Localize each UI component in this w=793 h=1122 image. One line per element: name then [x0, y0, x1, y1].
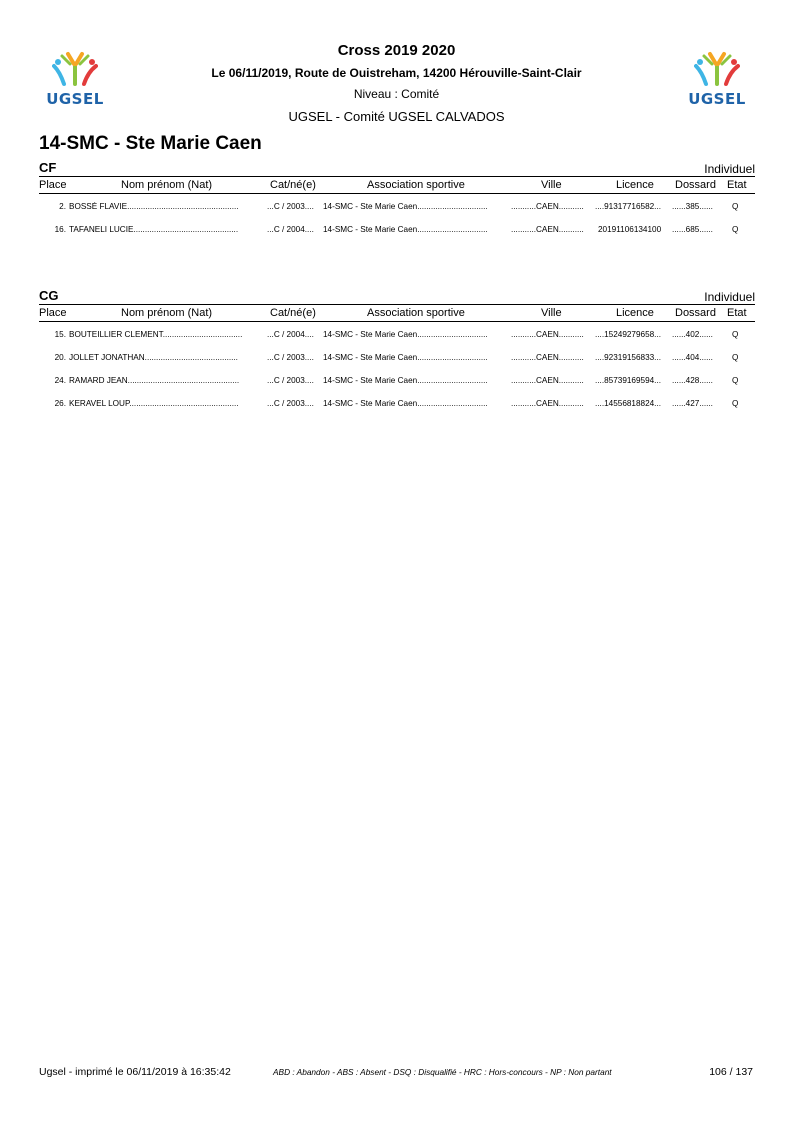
- cell-licence: ....15249279658...: [595, 330, 662, 339]
- cell-licence: ....85739169594...: [595, 376, 662, 385]
- col-asso: Association sportive: [367, 179, 465, 191]
- column-headers: [39, 177, 755, 193]
- col-asso: Association sportive: [367, 307, 465, 319]
- cell-place: 16.: [54, 225, 66, 234]
- cell-ville: ...........CAEN...........: [511, 399, 584, 408]
- cell-ville: ...........CAEN...........: [511, 353, 584, 362]
- section-category: CG: [39, 288, 59, 303]
- cell-place: 24.: [54, 376, 66, 385]
- page-number: 106 / 137: [709, 1066, 753, 1078]
- cell-dossard: ......402......: [672, 330, 713, 339]
- cell-dossard: ......404......: [672, 353, 713, 362]
- col-ville: Ville: [541, 179, 562, 191]
- cell-asso: 14-SMC - Ste Marie Caen...............................: [323, 202, 488, 211]
- status-legend: ABD : Abandon - ABS : Absent - DSQ : Disqualifié - HRC : Hors-concours - NP : Non partant: [273, 1067, 612, 1077]
- table-row: [39, 345, 755, 368]
- cell-nom: KERAVEL LOUP................................................: [69, 399, 239, 408]
- col-ville: Ville: [541, 307, 562, 319]
- cell-etat: Q: [732, 225, 739, 234]
- event-subtitle: Le 06/11/2019, Route de Ouistreham, 14200 Hérouville-Saint-Clair: [211, 66, 582, 80]
- logo-text: UGSEL: [46, 90, 104, 108]
- cell-ville: ...........CAEN...........: [511, 225, 584, 234]
- page-footer: [39, 1066, 755, 1080]
- cell-nom: RAMARD JEAN.................................................: [69, 376, 240, 385]
- col-cat: Cat/né(e): [270, 179, 316, 191]
- cell-asso: 14-SMC - Ste Marie Caen...............................: [323, 399, 488, 408]
- col-licence: Licence: [616, 307, 654, 319]
- col-dossard: Dossard: [675, 307, 716, 319]
- cell-asso: 14-SMC - Ste Marie Caen...............................: [323, 353, 488, 362]
- col-place: Place: [39, 179, 67, 191]
- col-cat: Cat/né(e): [270, 307, 316, 319]
- cell-nom: BOSSÉ FLAVIE.................................................: [69, 202, 239, 211]
- cell-place: 15.: [54, 330, 66, 339]
- cell-asso: 14-SMC - Ste Marie Caen...............................: [323, 376, 488, 385]
- cell-licence: ....92319156833...: [595, 353, 662, 362]
- table-row: [39, 217, 755, 240]
- cell-dossard: ......428......: [672, 376, 713, 385]
- section-category: CF: [39, 160, 57, 175]
- col-nom: Nom prénom (Nat): [121, 179, 213, 191]
- cell-place: 26.: [54, 399, 66, 408]
- event-title: Cross 2019 2020: [337, 42, 456, 59]
- page-header: [0, 42, 793, 124]
- cell-etat: Q: [732, 330, 739, 339]
- cell-ville: ...........CAEN...........: [511, 202, 584, 211]
- cell-cat: ...C / 2004....: [267, 225, 314, 234]
- section-cg: [39, 286, 755, 414]
- section-type: Individuel: [704, 290, 755, 304]
- section-type: Individuel: [704, 162, 755, 176]
- event-comite: UGSEL - Comité UGSEL CALVADOS: [288, 109, 505, 124]
- table-row: [39, 322, 755, 345]
- cell-asso: 14-SMC - Ste Marie Caen...............................: [323, 225, 488, 234]
- cell-etat: Q: [732, 399, 739, 408]
- cell-nom: TAFANELI LUCIE..............................................: [69, 225, 239, 234]
- cell-cat: ...C / 2004....: [267, 330, 314, 339]
- cell-cat: ...C / 2003....: [267, 399, 314, 408]
- col-place: Place: [39, 307, 67, 319]
- cell-dossard: ......427......: [672, 399, 713, 408]
- event-level: Niveau : Comité: [353, 87, 440, 101]
- cell-asso: 14-SMC - Ste Marie Caen...............................: [323, 330, 488, 339]
- cell-licence: ....14556818824...: [595, 399, 662, 408]
- print-timestamp: Ugsel - imprimé le 06/11/2019 à 16:35:42: [39, 1066, 231, 1078]
- cell-nom: BOUTEILLIER CLEMENT...................................: [69, 330, 243, 339]
- logo-text: UGSEL: [688, 90, 746, 108]
- cell-place: 20.: [54, 353, 66, 362]
- cell-cat: ...C / 2003....: [267, 353, 314, 362]
- cell-etat: Q: [732, 376, 739, 385]
- cell-cat: ...C / 2003....: [267, 376, 314, 385]
- col-nom: Nom prénom (Nat): [121, 307, 213, 319]
- table-row: [39, 368, 755, 391]
- section-cf: [39, 158, 755, 240]
- cell-ville: ...........CAEN...........: [511, 330, 584, 339]
- column-headers: [39, 305, 755, 321]
- col-etat: Etat: [727, 179, 747, 191]
- cell-dossard: ......685......: [672, 225, 713, 234]
- table-row: [39, 391, 755, 414]
- cell-licence: ....91317716582...: [595, 202, 662, 211]
- cell-cat: ...C / 2003....: [267, 202, 314, 211]
- cell-licence: 20191106134100: [598, 225, 662, 234]
- cell-etat: Q: [732, 202, 739, 211]
- cell-place: 2.: [59, 202, 66, 211]
- club-title: 14-SMC - Ste Marie Caen: [39, 133, 262, 154]
- cell-ville: ...........CAEN...........: [511, 376, 584, 385]
- col-licence: Licence: [616, 179, 654, 191]
- col-etat: Etat: [727, 307, 747, 319]
- cell-dossard: ......385......: [672, 202, 713, 211]
- table-row: [39, 194, 755, 217]
- col-dossard: Dossard: [675, 179, 716, 191]
- cell-etat: Q: [732, 353, 739, 362]
- cell-nom: JOLLET JONATHAN.........................................: [69, 353, 238, 362]
